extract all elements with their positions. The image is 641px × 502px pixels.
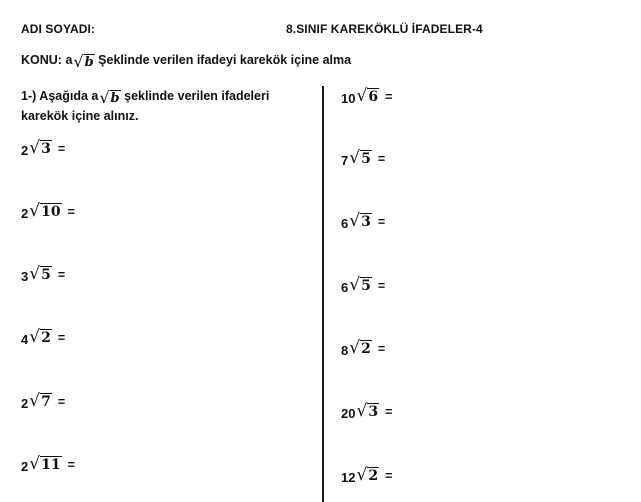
right-item-2 (341, 148, 385, 168)
equals-sign: = (377, 152, 386, 166)
equals-sign: = (57, 268, 66, 282)
name-label: ADI SOYADI: (21, 22, 96, 36)
radical-sign-icon: √ (73, 52, 84, 71)
topic-line (21, 53, 351, 71)
coefficient: 6 (341, 216, 349, 231)
radicand: 3 (41, 141, 51, 157)
equals-sign: = (385, 469, 393, 483)
coefficient: 2 (21, 143, 29, 158)
topic-suffix: Şeklinde verilen ifadeyi karekök içine alma (94, 53, 352, 67)
left-item-4 (21, 327, 65, 347)
column-divider (322, 86, 324, 502)
right-item-1 (341, 86, 392, 106)
radicand: 2 (368, 468, 379, 484)
radical-sign-icon: √ (99, 88, 110, 107)
topic-prefix: KONU: a (21, 53, 73, 67)
equals-sign: = (385, 90, 393, 104)
coefficient: 10 (341, 91, 356, 106)
radicand: 7 (41, 394, 51, 410)
coefficient: 20 (341, 406, 356, 421)
coefficient: 4 (21, 332, 29, 347)
question-radical (98, 89, 120, 107)
right-item-7 (341, 465, 392, 485)
right-item-6 (341, 401, 392, 421)
coefficient: 12 (341, 470, 356, 485)
coefficient: 2 (21, 459, 29, 474)
equals-sign: = (377, 279, 386, 293)
right-item-3 (341, 211, 385, 231)
equals-sign: = (377, 215, 386, 229)
left-item-5 (21, 391, 65, 411)
coefficient: 6 (341, 280, 349, 295)
right-item-4 (341, 275, 385, 295)
left-item-6 (21, 454, 75, 474)
radical-sign-icon: √ (29, 264, 41, 284)
radicand: 3 (361, 214, 371, 230)
topic-radical (72, 53, 94, 71)
radicand: 3 (368, 404, 379, 420)
radical-sign-icon: √ (349, 338, 361, 358)
question-suffix: şeklinde verilen ifadeleri (120, 89, 270, 103)
equals-sign: = (67, 205, 75, 219)
worksheet-title: 8.SINIF KAREKÖKLÜ İFADELER-4 (286, 22, 483, 36)
question-prefix: 1-) Aşağıda a (21, 89, 99, 103)
coefficient: 2 (21, 396, 29, 411)
coefficient: 7 (341, 153, 349, 168)
equals-sign: = (67, 458, 75, 472)
radical-sign-icon: √ (349, 211, 361, 231)
radical-sign-icon: √ (349, 275, 361, 295)
radicand: 11 (41, 457, 61, 473)
radicand: 10 (41, 204, 61, 220)
question-line-1 (21, 87, 269, 107)
radicand: 6 (368, 89, 379, 105)
left-item-1 (21, 138, 65, 158)
radical-sign-icon: √ (356, 401, 368, 421)
left-item-3 (21, 264, 65, 284)
right-item-5 (341, 338, 385, 358)
radical-sign-icon: √ (29, 138, 41, 158)
radical-sign-icon: √ (356, 86, 368, 106)
radical-sign-icon: √ (356, 465, 368, 485)
equals-sign: = (57, 331, 66, 345)
left-item-2 (21, 201, 75, 221)
radical-sign-icon: √ (29, 454, 41, 474)
equals-sign: = (57, 395, 66, 409)
coefficient: 8 (341, 343, 349, 358)
coefficient: 2 (21, 206, 29, 221)
radical-sign-icon: √ (29, 201, 41, 221)
radical-sign-icon: √ (29, 327, 41, 347)
question-radicand: b (110, 91, 120, 106)
radical-sign-icon: √ (349, 148, 361, 168)
radicand: 5 (361, 278, 371, 294)
equals-sign: = (385, 405, 393, 419)
radicand: 5 (41, 267, 51, 283)
question-line-2: karekök içine alınız. (21, 109, 139, 123)
equals-sign: = (377, 342, 386, 356)
radical-sign-icon: √ (29, 391, 41, 411)
radicand: 5 (361, 151, 371, 167)
radicand: 2 (41, 330, 51, 346)
question-text (21, 87, 269, 126)
radicand: 2 (361, 341, 371, 357)
topic-radicand: b (84, 55, 94, 70)
coefficient: 3 (21, 269, 29, 284)
equals-sign: = (57, 142, 66, 156)
